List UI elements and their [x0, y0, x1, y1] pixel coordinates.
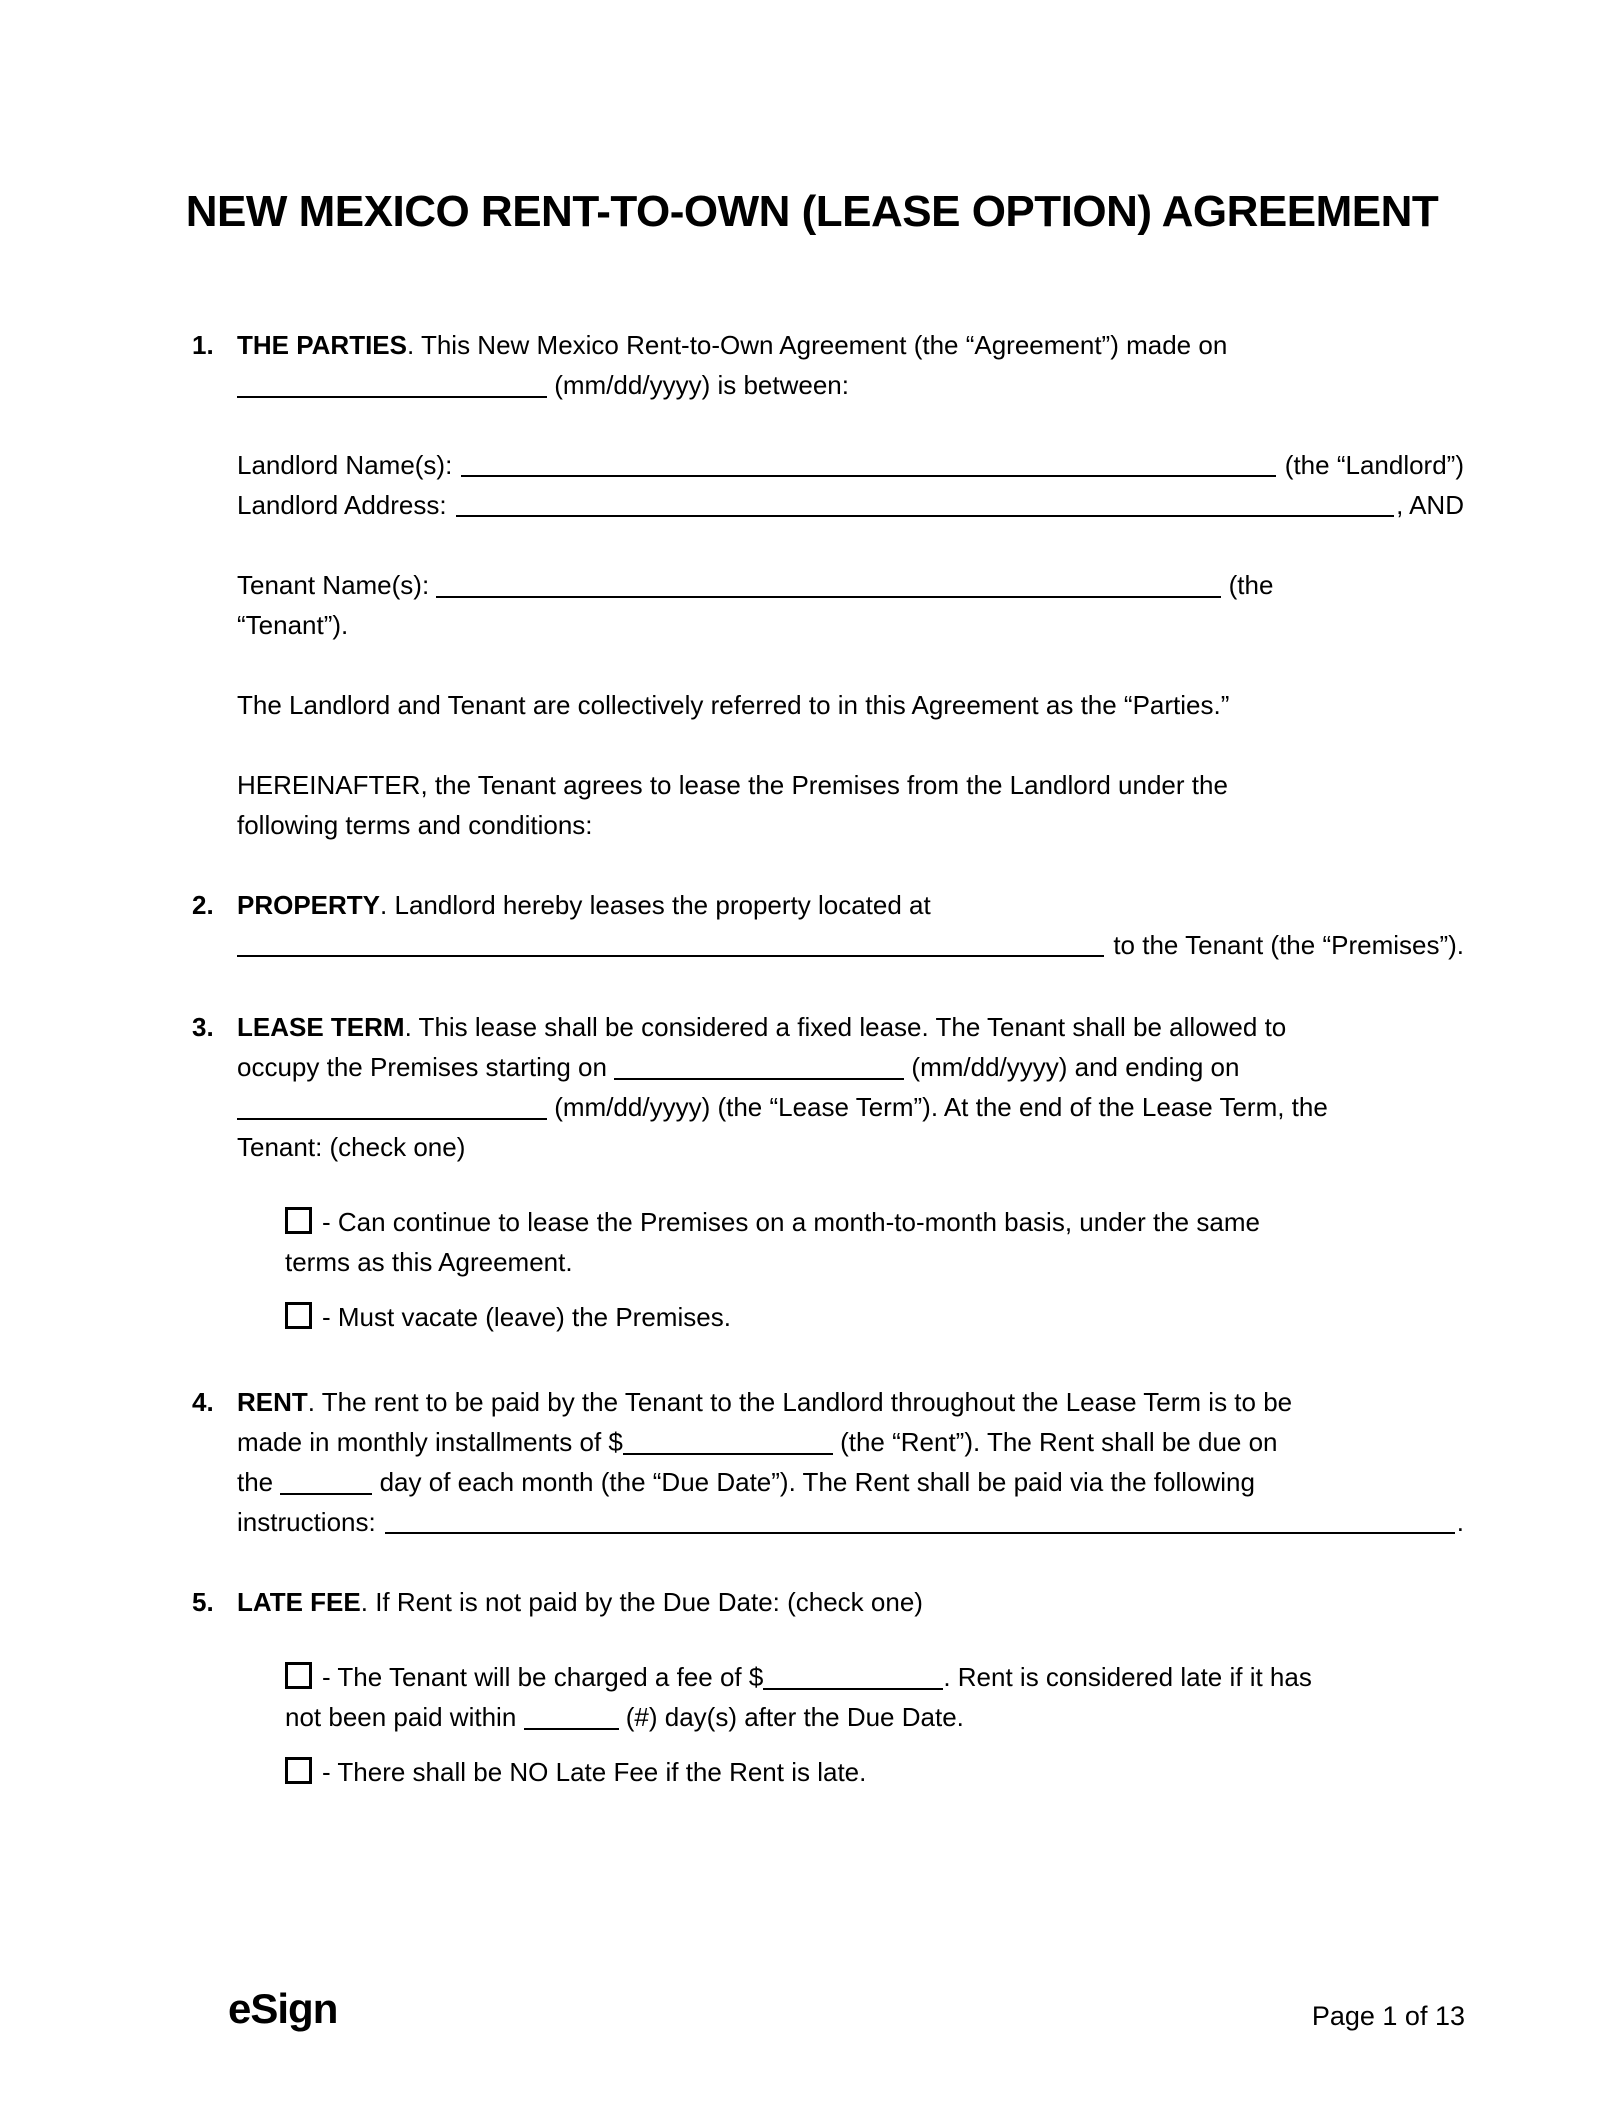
body-text: THE PARTIES. This New Mexico Rent-to-Own Agreement (the “Agreement”) made on [237, 330, 1228, 360]
section-number: 2. [192, 890, 214, 920]
document-body [192, 325, 1464, 1792]
section-heading: LEASE TERM [237, 1012, 405, 1042]
landlord-address-blank[interactable] [456, 485, 1394, 517]
body-text: made in monthly installments of $ (the “Rent”). The Rent shall be due on [237, 1427, 1278, 1457]
tenant-name-line: Tenant Name(s): (the [237, 570, 1274, 600]
hereinafter-clause [237, 765, 1464, 845]
landlord-address-line: Landlord Address: , AND [237, 485, 1464, 525]
body-text: Tenant: (check one) [237, 1132, 466, 1162]
section-parties-intro [192, 325, 1464, 405]
esign-logo: eSign [228, 1985, 338, 2032]
section-heading: LATE FEE [237, 1587, 361, 1617]
agreement-date-blank[interactable] [237, 395, 547, 398]
section-heading: RENT [237, 1387, 308, 1417]
body-text: - Can continue to lease the Premises on a month-to-month basis, under the same [285, 1202, 1464, 1242]
tenant-name-blank[interactable] [436, 595, 1221, 598]
document-title: NEW MEXICO RENT-TO-OWN (LEASE OPTION) AGREEMENT [185, 187, 1439, 236]
section-property [192, 885, 1464, 965]
section-number: 3. [192, 1012, 214, 1042]
body-text: - There shall be NO Late Fee if the Rent is late. [285, 1752, 1464, 1792]
body-text: HEREINAFTER, the Tenant agrees to lease the Premises from the Landlord under the [237, 770, 1228, 800]
no-late-fee-checkbox[interactable] [285, 1757, 312, 1784]
section-lease-term [192, 1007, 1464, 1167]
late-fee-option-charged [285, 1657, 1464, 1737]
landlord-fields [237, 445, 1464, 525]
body-text: LEASE TERM. This lease shall be considered a fixed lease. The Tenant shall be allowed to [237, 1012, 1287, 1042]
section-rent [192, 1382, 1464, 1542]
lease-term-option-continue [285, 1202, 1464, 1282]
body-text: - The Tenant will be charged a fee of $ . Rent is considered late if it has [285, 1657, 1464, 1697]
lease-end-date-blank[interactable] [237, 1117, 547, 1120]
tenant-name-label: Tenant Name(s): [237, 570, 437, 600]
body-text: the day of each month (the “Due Date”). The Rent shall be paid via the following [237, 1467, 1255, 1497]
late-fee-grace-days-blank[interactable] [524, 1727, 619, 1730]
late-fee-charged-checkbox[interactable] [285, 1662, 312, 1689]
month-to-month-checkbox[interactable] [285, 1207, 312, 1234]
section-number: 5. [192, 1587, 214, 1617]
rent-instructions-blank[interactable] [385, 1502, 1455, 1534]
lease-term-option-vacate [285, 1297, 1464, 1337]
rent-instructions-line: instructions: . [237, 1502, 1464, 1542]
body-text: (mm/dd/yyyy) (the “Lease Term”). At the end of the Lease Term, the [237, 1087, 1464, 1127]
body-text: The Landlord and Tenant are collectively referred to in this Agreement as the “Parties.” [237, 690, 1230, 720]
rent-due-day-blank[interactable] [280, 1492, 372, 1495]
body-text: - Must vacate (leave) the Premises. [285, 1297, 1464, 1337]
section-heading: THE PARTIES [237, 330, 407, 360]
property-address-line: to the Tenant (the “Premises”). [237, 925, 1464, 965]
body-text: (mm/dd/yyyy) is between: [237, 365, 1464, 405]
section-heading: PROPERTY [237, 890, 381, 920]
lease-start-date-blank[interactable] [614, 1077, 904, 1080]
body-text: occupy the Premises starting on (mm/dd/yyyy) and ending on [237, 1052, 1240, 1082]
rent-amount-blank[interactable] [623, 1452, 833, 1455]
must-vacate-checkbox[interactable] [285, 1302, 312, 1329]
section-number: 4. [192, 1387, 214, 1417]
landlord-address-label: Landlord Address: [237, 490, 447, 520]
body-text: not been paid within (#) day(s) after the Due Date. [285, 1702, 964, 1732]
section-number: 1. [192, 330, 214, 360]
section-late-fee [192, 1582, 1464, 1622]
collective-clause [237, 685, 1464, 725]
tenant-fields [237, 565, 1464, 645]
body-text: “Tenant”). [237, 610, 349, 640]
body-text: PROPERTY. Landlord hereby leases the property located at [237, 890, 931, 920]
landlord-name-label: Landlord Name(s): [237, 450, 453, 480]
body-text: RENT. The rent to be paid by the Tenant to the Landlord throughout the Lease Term is to be [237, 1387, 1293, 1417]
body-text: following terms and conditions: [237, 810, 593, 840]
landlord-name-line: Landlord Name(s): (the “Landlord”) [237, 445, 1464, 485]
body-text: terms as this Agreement. [285, 1247, 573, 1277]
body-text: LATE FEE. If Rent is not paid by the Due Date: (check one) [237, 1587, 923, 1617]
property-address-blank[interactable] [237, 925, 1104, 957]
late-fee-amount-blank[interactable] [763, 1687, 943, 1690]
late-fee-option-none [285, 1752, 1464, 1792]
rent-instructions-label: instructions: [237, 1507, 376, 1537]
landlord-name-blank[interactable] [461, 445, 1275, 477]
page-number: Page 1 of 13 [1311, 2001, 1465, 2031]
